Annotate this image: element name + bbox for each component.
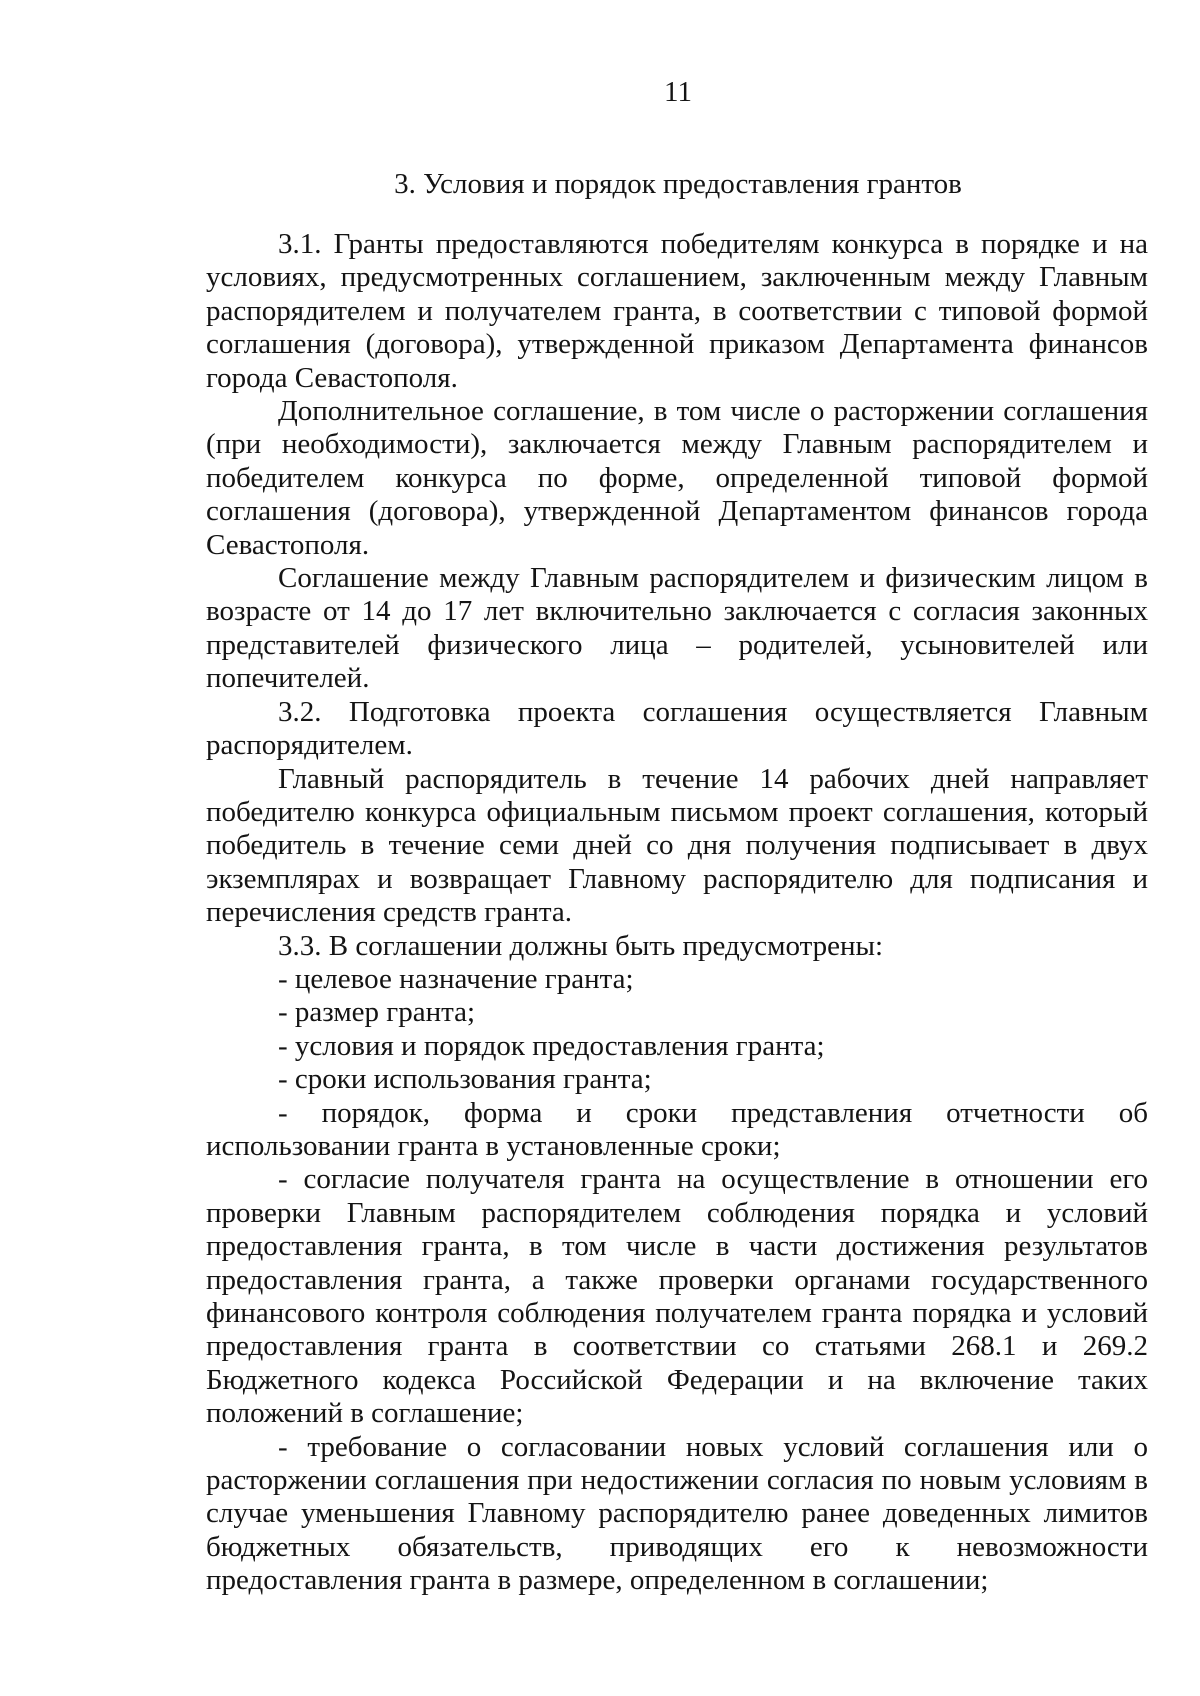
page-number: 11 [664,76,692,108]
list-item: - согласие получателя гранта на осуществление в отношении его проверки Главным распорядителем соблюдения порядка и условий предоставления гранта, в том числе в части достижения результатов предоставления гранта, а также проверки органами государственного финансового контроля соблюдения получателем гранта порядка и условий предоставления гранта в соответствии со статьями 268.1 и 269.2 Бюджетного кодекса Российской Федерации и на включение таких положений в соглашение; [206,1163,1148,1430]
paragraph-additional-agreement: Дополнительное соглашение, в том числе о расторжении соглашения (при необходимости), заключается между Главным распорядителем и победителем конкурса по форме, определенной типовой формой соглашения (договора), утвержденной Департаментом финансов города Севастополя. [206,395,1148,561]
paragraph-draft-procedure: Главный распорядитель в течение 14 рабочих дней направляет победителю конкурса официальным письмом проект соглашения, который победитель в течение семи дней со дня получения подписывает в двух экземплярах и возвращает Главному распорядителю для подписания и перечисления средств гранта. [206,762,1148,929]
paragraph-minor-agreement: Соглашение между Главным распорядителем и физическим лицом в возрасте от 14 до 17 лет включительно заключается с согласия законных представителей физического лица – родителей, усыновителей или попечителей. [206,562,1148,695]
list-item: - размер гранта; [278,996,476,1029]
list-item: - порядок, форма и сроки представления отчетности об использовании гранта в установленные сроки; [206,1096,1148,1162]
paragraph-3-2: 3.2. Подготовка проекта соглашения осуществляется Главным распорядителем. [206,695,1148,762]
paragraph-3-1: 3.1. Гранты предоставляются победителям конкурса в порядке и на условиях, предусмотренных соглашением, заключенным между Главным распорядителем и получателем гранта, в соответствии с типовой формой соглашения (договора), утвержденной приказом Департамента финансов города Севастополя. [206,228,1148,394]
list-item: - требование о согласовании новых условий соглашения или о расторжении соглашения при недостижении согласия по новым условиям в случае уменьшения Главному распорядителю ранее доведенных лимитов бюджетных обязательств, приводящих его к невозможности предоставления гранта в размере, определенном в соглашении; [206,1430,1148,1597]
list-item: - сроки использования гранта; [278,1063,652,1096]
list-item: - условия и порядок предоставления гранта; [278,1029,825,1062]
document-body [206,228,1148,1598]
list-item: - целевое назначение гранта; [278,962,634,995]
paragraph-3-3: 3.3. В соглашении должны быть предусмотрены: [278,929,884,962]
section-title: 3. Условия и порядок предоставления грантов [394,168,962,200]
